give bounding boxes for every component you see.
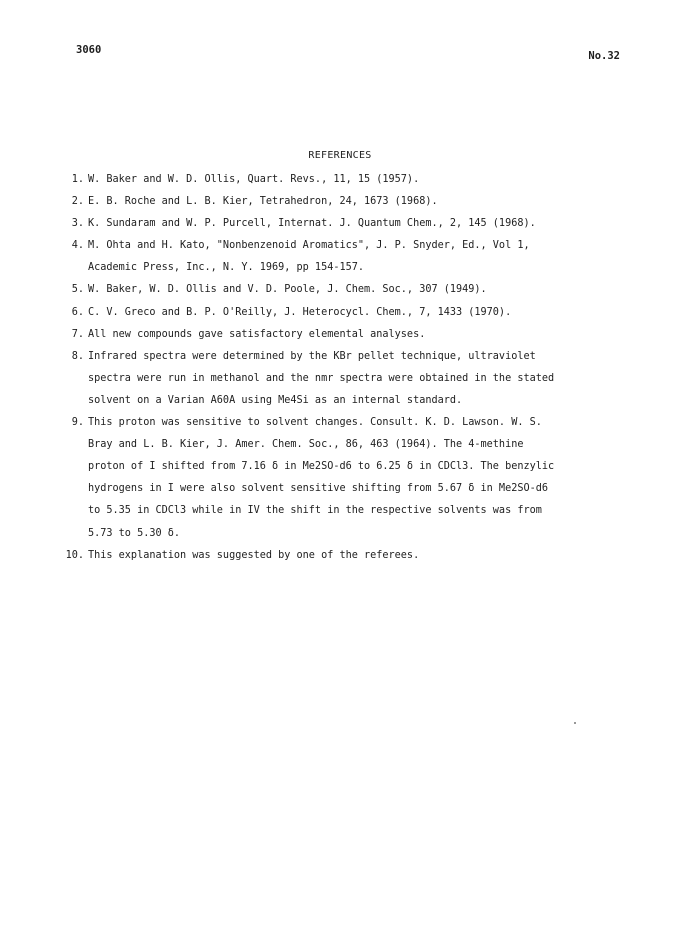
reference-line: E. B. Roche and L. B. Kier, Tetrahedron, 24, 1673 (1968). (88, 196, 438, 208)
reference-line: K. Sundaram and W. P. Purcell, Internat. J. Quantum Chem., 2, 145 (1968). (88, 218, 536, 230)
reference-number: 9. (71, 417, 84, 429)
reference-number: 6. (71, 306, 84, 318)
reference-line: Infrared spectra were determined by the KBr pellet technique, ultraviolet (88, 350, 536, 362)
reference-2 (64, 191, 624, 213)
reference-number: 8. (71, 350, 84, 362)
reference-3 (64, 213, 624, 235)
reference-number: 5. (71, 284, 84, 296)
reference-line: W. Baker and W. D. Ollis, Quart. Revs., 11, 15 (1957). (88, 174, 420, 185)
reference-line: to 5.35 in CDCl3 while in IV the shift in the respective solvents was from (88, 505, 542, 517)
reference-8 (64, 346, 624, 412)
reference-9 (64, 412, 624, 545)
reference-10 (64, 545, 624, 567)
page-number: 3060 (76, 44, 102, 56)
references-heading: REFERENCES (308, 150, 372, 161)
reference-4 (64, 235, 624, 279)
reference-number: 3. (71, 218, 84, 230)
paper-speck (574, 722, 576, 724)
reference-line: W. Baker, W. D. Ollis and V. D. Poole, J. Chem. Soc., 307 (1949). (88, 284, 487, 296)
reference-line: 5.73 to 5.30 δ. (88, 527, 181, 539)
reference-line: Bray and L. B. Kier, J. Amer. Chem. Soc., 86, 463 (1964). The 4-methine (88, 439, 524, 451)
reference-line: spectra were run in methanol and the nmr spectra were obtained in the stated (88, 372, 555, 384)
reference-line: All new compounds gave satisfactory elemental analyses. (88, 328, 426, 340)
reference-line: Academic Press, Inc., N. Y. 1969, pp 154-157. (88, 262, 365, 274)
reference-number: 10. (65, 549, 84, 561)
reference-number: 4. (71, 240, 84, 252)
reference-5 (64, 279, 624, 301)
reference-line: C. V. Greco and B. P. O'Reilly, J. Heterocycl. Chem., 7, 1433 (1970). (88, 306, 512, 318)
reference-list (64, 169, 624, 567)
reference-line: This explanation was suggested by one of the referees. (88, 549, 420, 561)
issue-number: No.32 (588, 50, 620, 62)
reference-line: M. Ohta and H. Kato, "Nonbenzenoid Aromatics", J. P. Snyder, Ed., Vol 1, (88, 240, 530, 252)
reference-number: 1. (71, 174, 84, 185)
reference-7 (64, 324, 624, 346)
reference-line: proton of I shifted from 7.16 δ in Me2SO-d6 to 6.25 δ in CDCl3. The benzylic (88, 461, 555, 473)
reference-line: hydrogens in I were also solvent sensitive shifting from 5.67 δ in Me2SO-d6 (88, 483, 549, 495)
reference-6 (64, 302, 624, 324)
reference-line: solvent on a Varian A60A using Me4Si as an internal standard. (88, 394, 463, 406)
reference-line: This proton was sensitive to solvent changes. Consult. K. D. Lawson. W. S. (88, 417, 542, 429)
reference-number: 2. (71, 196, 84, 208)
reference-1 (64, 169, 624, 191)
reference-number: 7. (71, 328, 84, 340)
